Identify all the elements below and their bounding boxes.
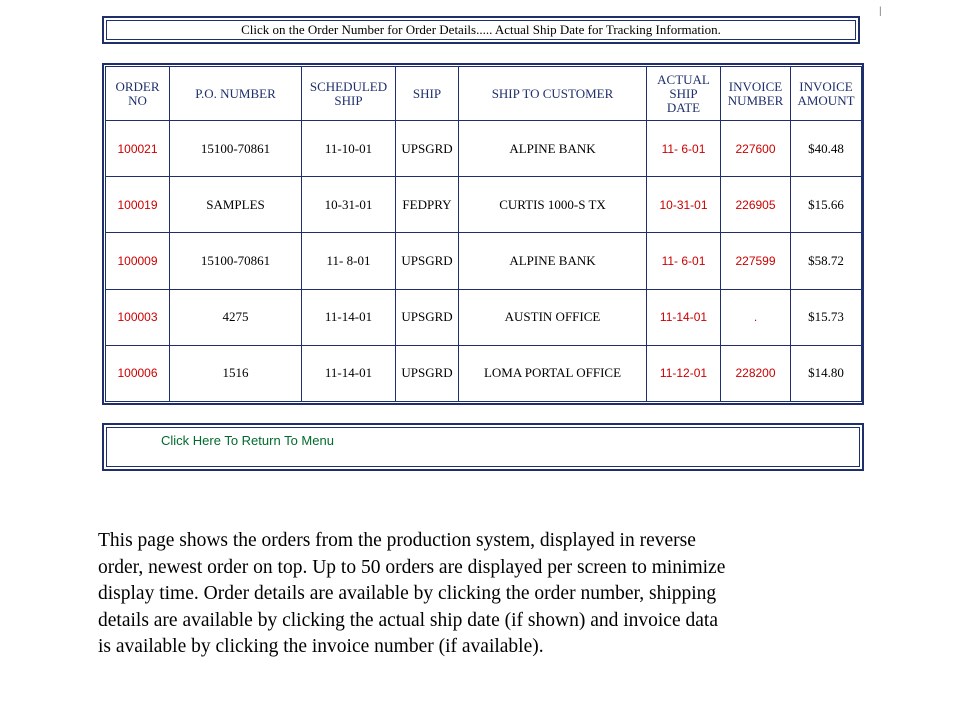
header-scheduled-ship-line-1: SCHEDULED [309, 78, 388, 94]
header-invoice-amount-line-1: INVOICE [799, 78, 853, 94]
actual-ship-date-link[interactable]: 11-12-01 [647, 345, 721, 401]
header-invoice-number-line-2: NUMBER [727, 92, 784, 108]
description-line: is available by clicking the invoice number (if available). [98, 636, 544, 657]
header-actual-ship-date-line-3: DATE [666, 99, 701, 115]
table-row [106, 289, 862, 345]
header-ship [396, 67, 459, 121]
description-line: details are available by clicking the actual ship date (if shown) and invoice data [98, 609, 718, 631]
invoice-number-link[interactable]: . [721, 289, 791, 345]
header-scheduled-ship [302, 67, 396, 121]
po-number-cell: 4275 [170, 289, 302, 345]
scheduled-ship-cell: 11- 8-01 [302, 233, 396, 289]
actual-ship-date-link[interactable]: 11-14-01 [647, 289, 721, 345]
return-menu-frame [102, 423, 864, 471]
invoice-amount-cell: $15.73 [791, 289, 862, 345]
header-invoice-amount [791, 67, 862, 121]
return-to-menu-link[interactable]: Click Here To Return To Menu [161, 433, 334, 448]
invoice-amount-cell: $58.72 [791, 233, 862, 289]
scheduled-ship-cell: 11-14-01 [302, 345, 396, 401]
po-number-cell: 15100-70861 [170, 121, 302, 177]
orders-table [105, 66, 862, 402]
customer-cell: CURTIS 1000-S TX [459, 177, 647, 233]
header-po-number [170, 67, 302, 121]
description-line: display time. Order details are available by clicking the order number, shipping [98, 583, 717, 604]
invoice-number-link[interactable]: 226905 [721, 177, 791, 233]
order-number-link[interactable]: 100003 [106, 289, 170, 345]
header-po-number-line-1: P.O. NUMBER [195, 85, 276, 101]
order-number-link[interactable]: 100009 [106, 233, 170, 289]
po-number-cell: 1516 [170, 345, 302, 401]
actual-ship-date-link[interactable]: 11- 6-01 [647, 233, 721, 289]
header-invoice-number-line-1: INVOICE [728, 78, 783, 94]
header-actual-ship-date-line-1: ACTUAL [657, 71, 710, 87]
table-row [106, 345, 862, 401]
header-order-no-line-2: NO [128, 92, 147, 108]
customer-cell: ALPINE BANK [459, 121, 647, 177]
actual-ship-date-link[interactable]: 11- 6-01 [647, 121, 721, 177]
header-scheduled-ship-line-2: SHIP [334, 92, 363, 108]
header-ship-to-customer [459, 67, 647, 121]
ship-method-cell: UPSGRD [396, 289, 459, 345]
customer-cell: LOMA PORTAL OFFICE [459, 345, 647, 401]
order-number-link[interactable]: 100006 [106, 345, 170, 401]
table-row [106, 121, 862, 177]
invoice-amount-cell: $14.80 [791, 345, 862, 401]
customer-cell: AUSTIN OFFICE [459, 289, 647, 345]
header-ship-to-customer-line-1: SHIP TO CUSTOMER [491, 85, 614, 101]
scheduled-ship-cell: 10-31-01 [302, 177, 396, 233]
invoice-number-link[interactable]: 227599 [721, 233, 791, 289]
po-number-cell: 15100-70861 [170, 233, 302, 289]
description-text [98, 528, 888, 661]
actual-ship-date-link[interactable]: 10-31-01 [647, 177, 721, 233]
table-row [106, 233, 862, 289]
orders-table-frame [102, 63, 864, 405]
header-ship-line-1: SHIP [412, 85, 442, 101]
header-invoice-number [721, 67, 791, 121]
scheduled-ship-cell: 11-14-01 [302, 289, 396, 345]
order-number-link[interactable]: 100019 [106, 177, 170, 233]
header-invoice-amount-line-2: AMOUNT [797, 92, 855, 108]
invoice-number-link[interactable]: 228200 [721, 345, 791, 401]
table-row [106, 177, 862, 233]
ship-method-cell: FEDPRY [396, 177, 459, 233]
customer-cell: ALPINE BANK [459, 233, 647, 289]
return-menu-box [106, 427, 860, 467]
corner-mark: | [879, 6, 882, 17]
scheduled-ship-cell: 11-10-01 [302, 121, 396, 177]
invoice-amount-cell: $15.66 [791, 177, 862, 233]
header-order-no-line-1: ORDER [115, 78, 160, 94]
invoice-amount-cell: $40.48 [791, 121, 862, 177]
header-actual-ship-date [647, 67, 721, 121]
ship-method-cell: UPSGRD [396, 345, 459, 401]
invoice-number-link[interactable]: 227600 [721, 121, 791, 177]
description-line: order, newest order on top. Up to 50 orders are displayed per screen to minimize [98, 556, 726, 578]
instructions-banner [102, 16, 860, 44]
instructions-text: Click on the Order Number for Order Details..... Actual Ship Date for Tracking Information. [106, 20, 856, 40]
ship-method-cell: UPSGRD [396, 121, 459, 177]
description-line: This page shows the orders from the production system, displayed in reverse [98, 530, 696, 551]
po-number-cell: SAMPLES [170, 177, 302, 233]
header-actual-ship-date-line-2: SHIP [669, 85, 698, 101]
order-number-link[interactable]: 100021 [106, 121, 170, 177]
header-order-no [106, 67, 170, 121]
ship-method-cell: UPSGRD [396, 233, 459, 289]
table-header-row [106, 67, 862, 121]
